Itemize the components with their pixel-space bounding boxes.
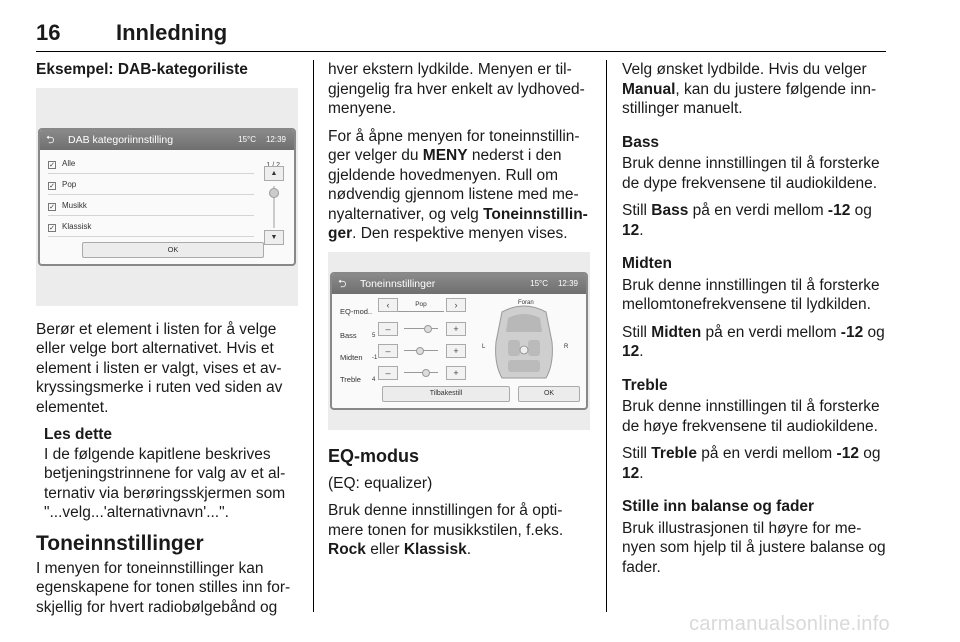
text: og <box>850 202 872 219</box>
minus-button[interactable]: – <box>378 366 398 380</box>
minus-button[interactable]: – <box>378 344 398 358</box>
page-header <box>36 16 886 52</box>
paragraph <box>622 444 890 483</box>
term: 12 <box>622 221 640 239</box>
note <box>44 425 298 523</box>
column-divider <box>606 60 607 612</box>
clock: 12:39 <box>557 278 578 288</box>
slider-knob[interactable] <box>422 369 430 377</box>
term: -12 <box>840 323 864 341</box>
term: -12 <box>836 445 859 462</box>
text: Still <box>622 445 652 462</box>
column-1 <box>36 60 298 625</box>
back-arrow-icon[interactable]: ⮌ <box>338 277 347 290</box>
page-number: 16 <box>36 20 61 45</box>
car-balance-fader-icon[interactable] <box>488 302 560 382</box>
chapter-title: Innledning <box>116 20 228 45</box>
plus-button[interactable]: + <box>446 322 466 336</box>
column-3 <box>622 60 890 585</box>
front-label: Foran <box>518 299 534 306</box>
screen-titlebar <box>40 130 294 150</box>
chevron-left-icon[interactable]: ‹ <box>378 298 398 312</box>
list-item-label: Alle <box>62 158 76 168</box>
list-item[interactable] <box>48 154 254 174</box>
text: . Den respektive menyen vises. <box>352 225 568 242</box>
term: -12 <box>827 202 851 219</box>
bass-value: 5 <box>372 332 376 339</box>
ok-button[interactable]: OK <box>82 242 264 258</box>
text: og <box>863 323 885 341</box>
left-label: L <box>482 343 486 350</box>
paragraph: Berør et element i listen for å velge eller velge bort alternativet. Hvis et element i listen er valgt, vises et av-kryssingsmerke i ruten ved siden av elementet. <box>36 320 283 416</box>
text: Still <box>622 202 652 219</box>
text: på en verdi mellom <box>701 323 841 341</box>
treble-label: Treble <box>340 374 361 384</box>
paragraph <box>328 501 590 560</box>
midten-value: -1 <box>372 354 378 361</box>
paragraph: (EQ: equalizer) <box>328 474 433 492</box>
option-term: Manual <box>622 80 676 98</box>
column-2 <box>328 60 590 568</box>
temperature: 15°C <box>238 134 256 144</box>
subsection-heading: Treble <box>622 376 668 394</box>
tone-screenshot <box>328 252 590 430</box>
checkbox-icon[interactable]: ✓ <box>49 203 55 211</box>
paragraph: hver ekstern lydkilde. Menyen er til-gjengelig fra hver enkelt av lydhoved-menyene. <box>328 61 585 117</box>
bass-label: Bass <box>340 330 357 340</box>
list-item[interactable] <box>48 217 254 237</box>
term: 12 <box>622 464 640 482</box>
checkbox-icon[interactable]: ✓ <box>49 224 55 232</box>
subsection-heading: Stille inn balanse og fader <box>622 498 815 515</box>
text: Bruk denne innstillingen for å opti-mere tonen for musikkstilen, f.eks. <box>328 502 564 539</box>
paragraph: Bruk denne innstillingen til å forsterke de dype frekvensene til audiokildene. <box>622 155 880 192</box>
plus-button[interactable]: + <box>446 366 466 380</box>
scroll-down-button[interactable]: ▼ <box>264 230 284 245</box>
text: . <box>639 343 644 360</box>
term: Bass <box>651 202 689 219</box>
text: nederst i den gjeldende hovedmenyen. Rull om nødvendig gjennom listene med me-nyalternativer, og velg <box>328 147 579 223</box>
term: Midten <box>651 323 702 341</box>
ok-button[interactable]: OK <box>518 386 580 402</box>
text: . <box>466 541 472 558</box>
text: og <box>858 445 881 462</box>
minus-button[interactable]: – <box>378 322 398 336</box>
list-item-label: Pop <box>62 179 77 189</box>
option-term: Klassisk <box>403 541 467 558</box>
scroll-up-button[interactable]: ▲ <box>264 166 284 181</box>
screen-titlebar <box>332 274 586 294</box>
column-divider <box>313 60 314 612</box>
subsection-heading: Bass <box>622 133 660 151</box>
paragraph <box>622 201 890 240</box>
plus-button[interactable]: + <box>446 344 466 358</box>
note-heading: Les dette <box>44 426 113 443</box>
text: Velg ønsket lydbilde. Hvis du velger <box>622 61 867 78</box>
section-heading: Toneinnstillinger <box>36 531 204 555</box>
treble-value: 4 <box>372 376 376 383</box>
screen-title: DAB kategoriinnstilling <box>68 133 174 146</box>
back-arrow-icon[interactable]: ⮌ <box>46 133 55 146</box>
note-text: I de følgende kapitlene beskrives betjeningstrinnene for valg av et al-ternativ via berøringsskjermen som "...velg...'alternativnavn'...". <box>44 445 286 521</box>
eq-mode-value: Pop <box>398 298 444 312</box>
text: . <box>639 221 644 239</box>
section-heading: EQ-modus <box>328 445 420 466</box>
midten-label: Midten <box>340 352 363 362</box>
reset-button[interactable]: Tilbakestill <box>382 386 510 402</box>
bass-slider[interactable] <box>404 322 438 336</box>
menu-term: MENY <box>422 147 468 164</box>
list-item-label: Musikk <box>62 200 87 210</box>
list-item-label: Klassisk <box>62 221 92 231</box>
scroll-handle[interactable] <box>269 188 279 198</box>
screen-title: Toneinnstillinger <box>360 277 436 290</box>
midten-slider[interactable] <box>404 344 438 358</box>
list-item[interactable] <box>48 175 254 195</box>
chevron-right-icon[interactable]: › <box>446 298 466 312</box>
eq-mode-label: EQ-mod.. <box>340 306 373 316</box>
text: For å åpne menyen for toneinnstillin-ger velger du <box>328 127 580 164</box>
tone-screen <box>330 272 588 410</box>
checkbox-icon[interactable]: ✓ <box>49 161 55 169</box>
paragraph: Bruk illustrasjonen til høyre for me-nyen som hjelp til å justere balanse og fader. <box>622 519 886 576</box>
checkbox-icon[interactable]: ✓ <box>49 182 55 190</box>
slider-knob[interactable] <box>424 325 432 333</box>
right-label: R <box>564 343 569 350</box>
option-term: Rock <box>328 541 366 558</box>
term: Treble <box>651 445 697 462</box>
term: 12 <box>622 343 640 360</box>
clock: 12:39 <box>265 134 286 144</box>
paragraph <box>622 323 890 362</box>
paragraph: Bruk denne innstillingen til å forsterke mellomtonefrekvensene til lydkilden. <box>622 276 880 313</box>
list-item[interactable] <box>48 196 254 216</box>
dab-screenshot <box>36 88 298 306</box>
text: Still <box>622 323 652 341</box>
text: på en verdi mellom <box>688 202 828 219</box>
paragraph: I menyen for toneinnstillinger kan egenskapene for tonen stilles inn for-skjellig for hvert radiobølgebånd og <box>36 559 291 616</box>
paragraph <box>328 127 590 244</box>
temperature: 15°C <box>530 278 548 288</box>
text: , kan du justere følgende inn-stillinger manuelt. <box>622 80 877 117</box>
treble-slider[interactable] <box>404 366 438 380</box>
subsection-heading: Midten <box>622 255 672 272</box>
paragraph <box>622 60 890 119</box>
text: eller <box>365 541 404 558</box>
menu-term: Toneinnstillin-ger <box>328 205 588 242</box>
watermark: carmanualsonline.info <box>689 613 890 635</box>
dab-screen <box>38 128 296 266</box>
slider-knob[interactable] <box>416 347 424 355</box>
text: på en verdi mellom <box>696 445 837 462</box>
text: . <box>639 464 644 482</box>
example-heading: Eksempel: DAB-kategoriliste <box>36 61 248 78</box>
paragraph: Bruk denne innstillingen til å forsterke de høye frekvensene til audiokildene. <box>622 398 880 435</box>
